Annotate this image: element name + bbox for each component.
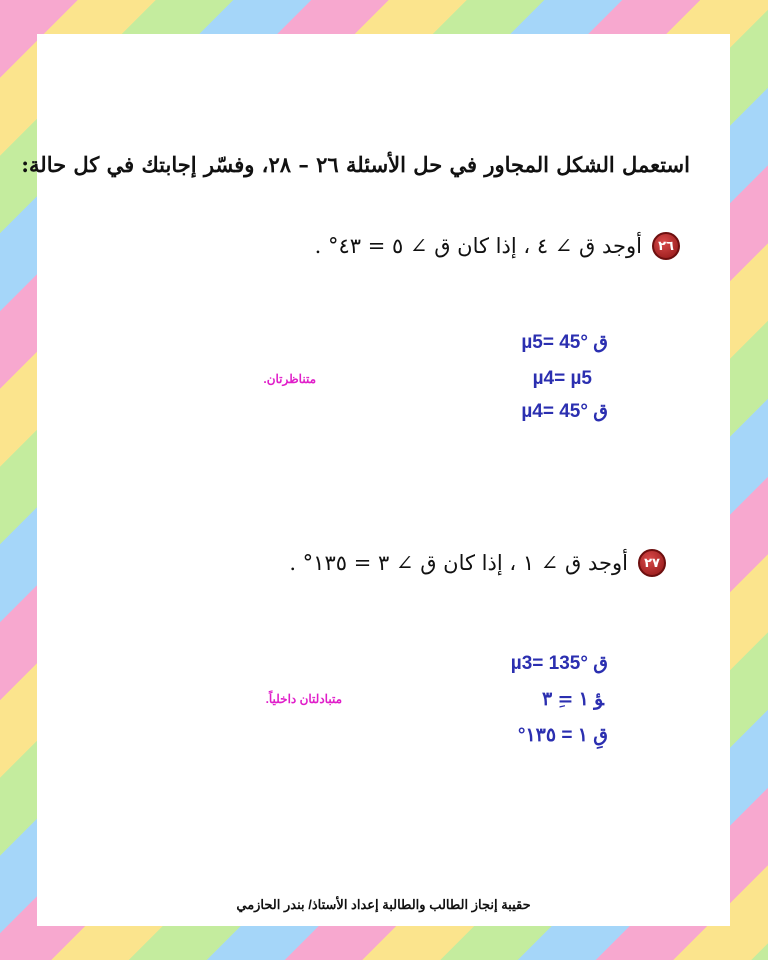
- question-number-badge: ٢٦: [652, 232, 680, 260]
- answer-line: ق µ3= 135°: [510, 653, 608, 674]
- answer-line: قِ ١ = ١٣٥°: [517, 725, 608, 746]
- answer-line: ق µ4= 45°: [521, 401, 608, 422]
- answer-note: متبادلتان داخلياً.: [265, 692, 342, 706]
- footer-credit: حقيبة إنجاز الطالب والطالبة إعداد الأستاذ/ بندر الحازمي: [236, 897, 531, 912]
- question-number-badge: ٢٧: [638, 549, 666, 577]
- question-text: أوجد ق ∠ ٤ ، إذا كان ق ∠ ٥ = ٤٣° .: [314, 234, 642, 258]
- answer-line: µ4= µ5: [532, 368, 592, 389]
- question-text: أوجد ق ∠ ١ ، إذا كان ق ∠ ٣ = ١٣٥° .: [289, 551, 628, 575]
- answer-note: متناظرتان.: [263, 372, 316, 386]
- answer-line: ق µ5= 45°: [521, 332, 608, 353]
- question-27: [289, 549, 666, 577]
- question-26: [315, 232, 680, 260]
- answer-line: ﺆ ١ =ِ ٣: [541, 689, 604, 710]
- worksheet-page: [21, 34, 730, 926]
- instruction-heading: استعمل الشكل المجاور في حل الأسئلة ٢٦ – ٢٨، وفسّر إجابتك في كل حالة:: [21, 152, 690, 177]
